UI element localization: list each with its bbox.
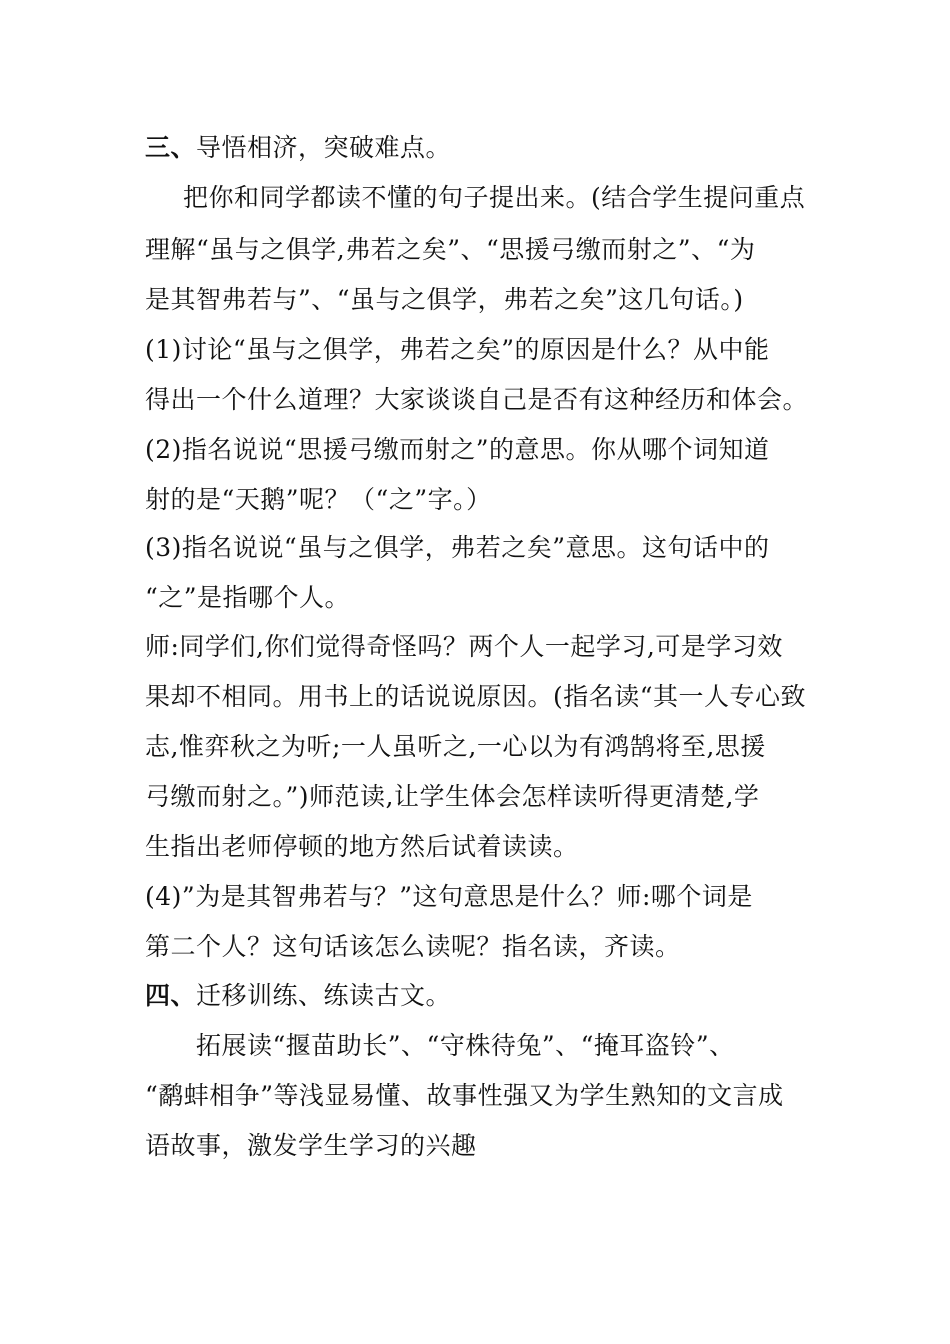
paragraph-line: 理解“虽与之俱学,弗若之矣”、“思援弓缴而射之”、“为	[145, 235, 756, 264]
section-heading-4	[145, 981, 815, 1011]
question-line: (2)指名说说“思援弓缴而射之”的意思。你从哪个词知道	[145, 435, 770, 464]
paragraph-line: 拓展读“揠苗助长”、“守株待兔”、“掩耳盗铃”、	[196, 1031, 735, 1060]
teacher-line: 生指出老师停顿的地方然后试着读读。	[145, 832, 579, 861]
question-line: (4)”为是其智弗若与？”这句意思是什么？师:哪个词是	[145, 882, 753, 911]
heading-text: 迁移训练、练读古文。	[196, 981, 452, 1010]
teacher-line: 志,惟弈秋之为听;一人虽听之,一心以为有鸿鹄将至,思援	[145, 732, 766, 761]
question-line: “之”是指哪个人。	[145, 583, 351, 612]
paragraph-line: 把你和同学都读不懂的句子提出来。(结合学生提问重点	[183, 183, 806, 212]
question-line: (3)指名说说“虽与之俱学，弗若之矣”意思。这句话中的	[145, 533, 770, 562]
teacher-line: 师:同学们,你们觉得奇怪吗？两个人一起学习,可是学习效	[145, 632, 783, 661]
question-line: 得出一个什么道理？大家谈谈自己是否有这种经历和体会。	[145, 385, 809, 414]
question-line: 第二个人？这句话该怎么读呢？指名读，齐读。	[145, 932, 681, 961]
heading-number: 三、	[145, 133, 197, 162]
section-heading-3	[145, 133, 815, 163]
question-line: (1)讨论“虽与之俱学，弗若之矣”的原因是什么？从中能	[145, 335, 770, 364]
question-line: 射的是“天鹅”呢？（“之”字。）	[145, 485, 492, 514]
paragraph-line: “鹬蚌相争”等浅显易懂、故事性强又为学生熟知的文言成	[145, 1081, 784, 1110]
paragraph-line: 是其智弗若与”、“虽与之俱学，弗若之矣”这几句话。)	[145, 285, 744, 314]
teacher-line: 果却不相同。用书上的话说说原因。(指名读“其一人专心致	[145, 682, 807, 711]
paragraph-line: 语故事，激发学生学习的兴趣	[145, 1131, 477, 1160]
teacher-line: 弓缴而射之。”)师范读,让学生体会怎样读听得更清楚,学	[145, 782, 760, 811]
heading-text: 导悟相济，突破难点。	[196, 133, 452, 162]
heading-number: 四、	[145, 981, 197, 1010]
